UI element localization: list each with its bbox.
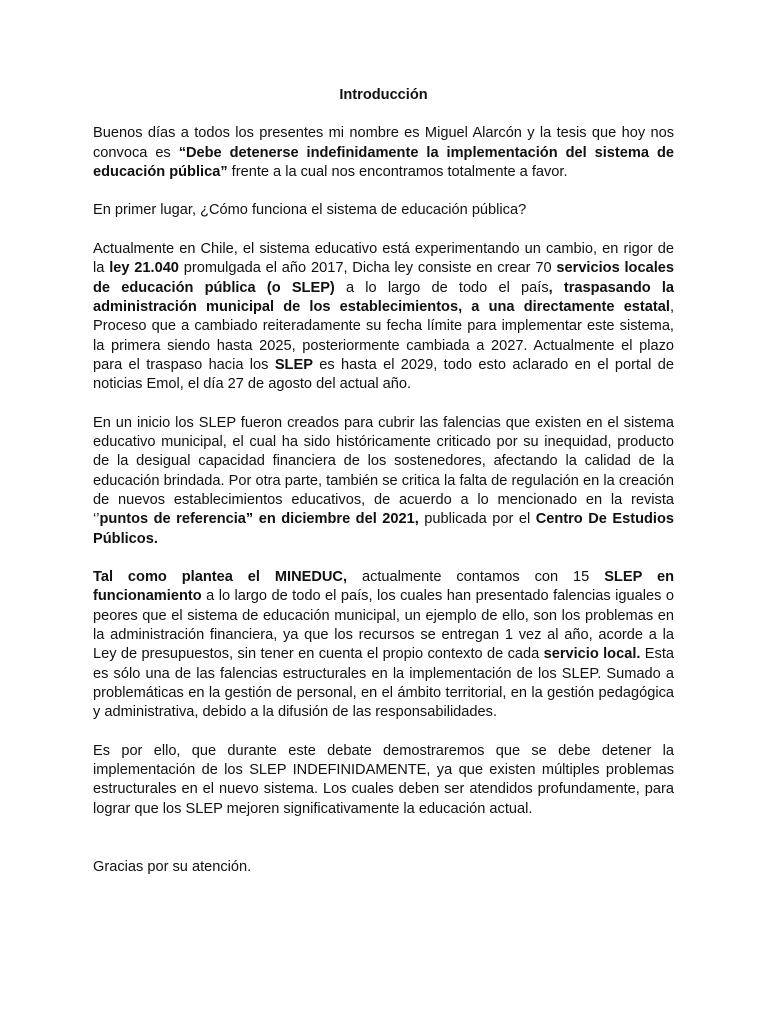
text-run-bold: “Debe detenerse indefinidamente la implementación del sistema de educación pública” (93, 144, 674, 180)
text-run: En primer lugar, ¿Cómo funciona el sistema de educación pública? (93, 202, 527, 219)
text-run-bold: puntos de referencia” en diciembre del 2021, (99, 511, 419, 528)
text-run: promulgada el año 2017, Dicha ley consiste en crear 70 (178, 260, 557, 277)
paragraph-mineduc (93, 568, 674, 722)
paragraph-conclusion (93, 742, 674, 819)
text-run-bold: servicios locales de educación pública (o SLEP) (93, 260, 674, 296)
text-run-bold: SLEP en funcionamiento (93, 569, 674, 605)
text-run: Esta es sólo una de las falencias estructurales en la implementación de los SLEP. Sumado a problemáticas en la gestión de personal, en el ámbito territorial, en la gestión pedagógica y administrativa, debido a la difusión de las responsabilidades. (93, 646, 674, 721)
text-run: a lo largo de todo el país, los cuales han presentado falencias iguales o peores que el sistema de educación municipal, un ejemplo de ello, son los problemas en la administración financiera, ya que los recursos se entregan 1 vez al año, acorde a la Ley de presupuestos, sin tener en cuenta el propio contexto de cada (93, 588, 674, 663)
text-run: En un inicio los SLEP fueron creados para cubrir las falencias que existen en el sistema educativo municipal, el cual ha sido históricamente criticado por su inequidad, producto de la desigual capacidad financiera de los sostenedores, afectando la calidad de la educación brindada. Por otra parte, también se critica la falta de regulación en la creación de nuevos establecimientos educativos, de acuerdo a lo mencionado en la revista ‘’ (93, 414, 674, 528)
paragraph-thesis (93, 124, 674, 182)
text-run: publicada por el (418, 511, 536, 528)
text-run: Buenos días a todos los presentes mi nombre es Miguel Alarcón y la tesis que hoy nos convoca es (93, 125, 674, 161)
text-run-bold: SLEP (274, 356, 313, 373)
text-run-bold: , traspasando la administración municipal de los establecimientos, a una directamente estatal (93, 279, 675, 315)
closing-line: Gracias por su atención. (93, 858, 252, 875)
text-run: Actualmente en Chile, el sistema educativo está experimentando un cambio, en rigor de la (93, 241, 674, 277)
paragraph-question (93, 201, 674, 220)
document-body (93, 86, 674, 897)
text-run: Es por ello, que durante este debate demostraremos que se debe detener la implementación de los SLEP INDEFINIDAMENTE, ya que existen múltiples problemas estructurales en el nuevo sistema. Los cuales deben ser atendidos profundamente, para lograr que los SLEP mejoren significativamente la educación actual. (93, 742, 674, 817)
text-run: a lo largo de todo el país (334, 279, 549, 296)
text-run: actualmente contamos con 15 (347, 569, 605, 586)
document-title: Introducción (339, 87, 428, 103)
paragraph-context (93, 240, 674, 394)
text-run: frente a la cual nos encontramos totalmente a favor. (227, 163, 568, 180)
text-run-bold: servicio local. (543, 646, 641, 663)
text-run-bold: Centro De Estudios Públicos. (93, 511, 674, 547)
paragraph-origin (93, 414, 674, 549)
text-run-bold: Tal como plantea el MINEDUC, (93, 569, 348, 586)
text-run-bold: ley 21.040 (109, 260, 179, 277)
text-run: es hasta el 2029, todo esto aclarado en el portal de noticias Emol, el día 27 de agosto del actual año. (93, 356, 674, 393)
text-run: , Proceso que a cambiado reiteradamente su fecha límite para implementar este sistema, la primera siendo hasta 2025, posteriormente cambiada a 2027. Actualmente el plazo para el traspaso hacia los (93, 298, 674, 373)
